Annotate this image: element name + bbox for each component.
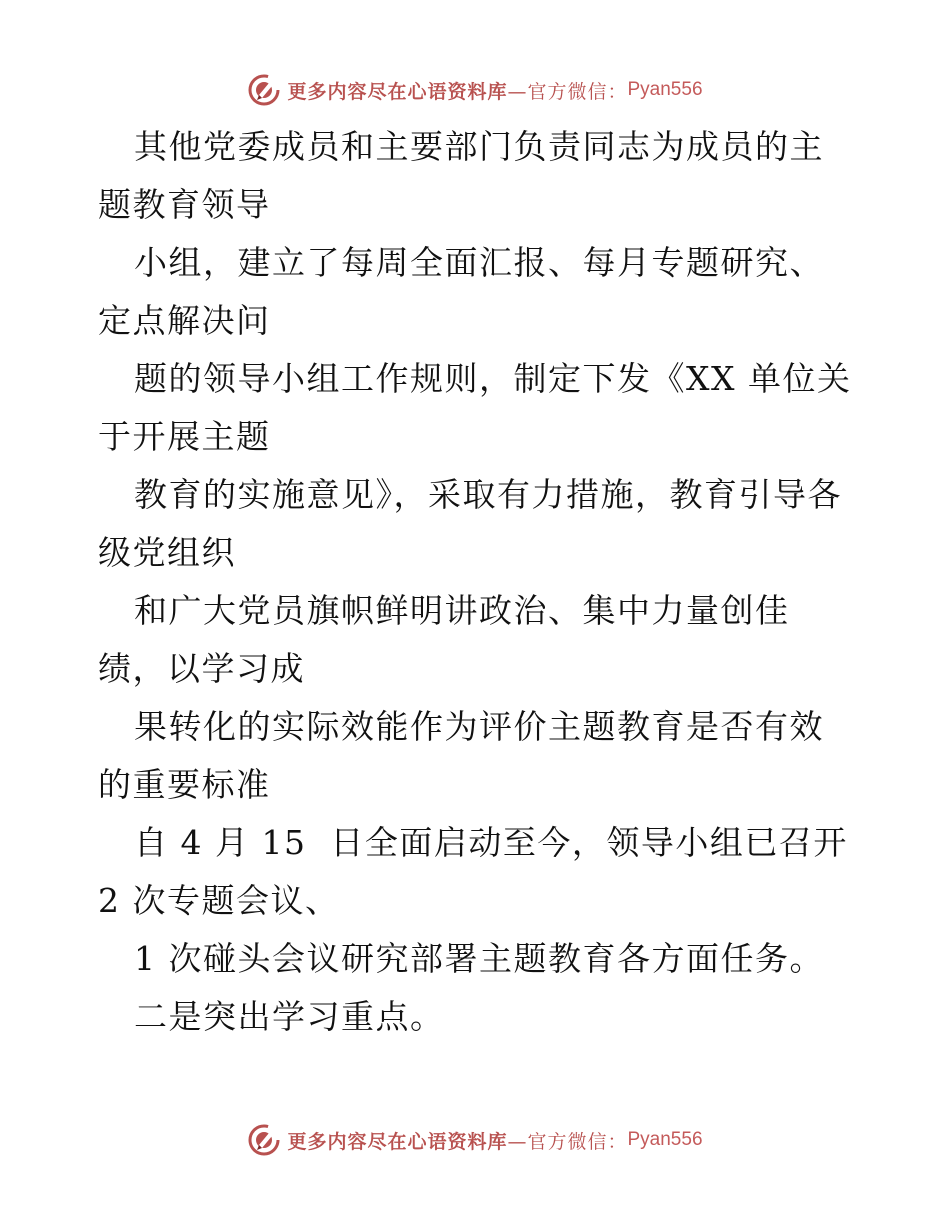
paragraph-6: 果转化的实际效能作为评价主题教育是否有效的重要标准 — [98, 707, 824, 804]
paragraph-9: 二是突出学习重点。 — [134, 997, 445, 1036]
footer-banner-account: Pyan556 — [627, 1129, 703, 1150]
paragraph-3: 题的领导小组工作规则，制定下发《XX 单位关于开展主题 — [98, 359, 852, 456]
header-banner-main: 更多内容尽在心语资料库 — [287, 80, 508, 103]
pen-logo-icon — [247, 1123, 281, 1157]
header-banner-account: Pyan556 — [627, 79, 703, 100]
paragraph-7: 自 4 月 15 日全面启动至今，领导小组已召开 2 次专题会议、 — [98, 823, 872, 920]
paragraph-1: 其他党委成员和主要部门负责同志为成员的主题教育领导 — [98, 127, 824, 224]
paragraph-8: 1 次碰头会议研究部署主题教育各方面任务。 — [134, 939, 824, 978]
footer-watermark-banner — [0, 1120, 950, 1160]
footer-banner-text — [287, 1127, 702, 1154]
header-banner-separator: —官方微信： — [507, 80, 628, 103]
document-body — [98, 118, 872, 1046]
paragraph-5: 和广大党员旗帜鲜明讲政治、集中力量创佳绩，以学习成 — [98, 591, 790, 688]
paragraph-2: 小组，建立了每周全面汇报、每月专题研究、定点解决问 — [98, 243, 824, 340]
footer-banner-separator: —官方微信： — [507, 1130, 628, 1153]
paragraph-4: 教育的实施意见》，采取有力措施，教育引导各级党组织 — [98, 475, 842, 572]
header-banner-text — [287, 77, 702, 104]
header-watermark-banner — [0, 70, 950, 110]
pen-logo-icon — [247, 73, 281, 107]
footer-banner-main: 更多内容尽在心语资料库 — [287, 1130, 508, 1153]
